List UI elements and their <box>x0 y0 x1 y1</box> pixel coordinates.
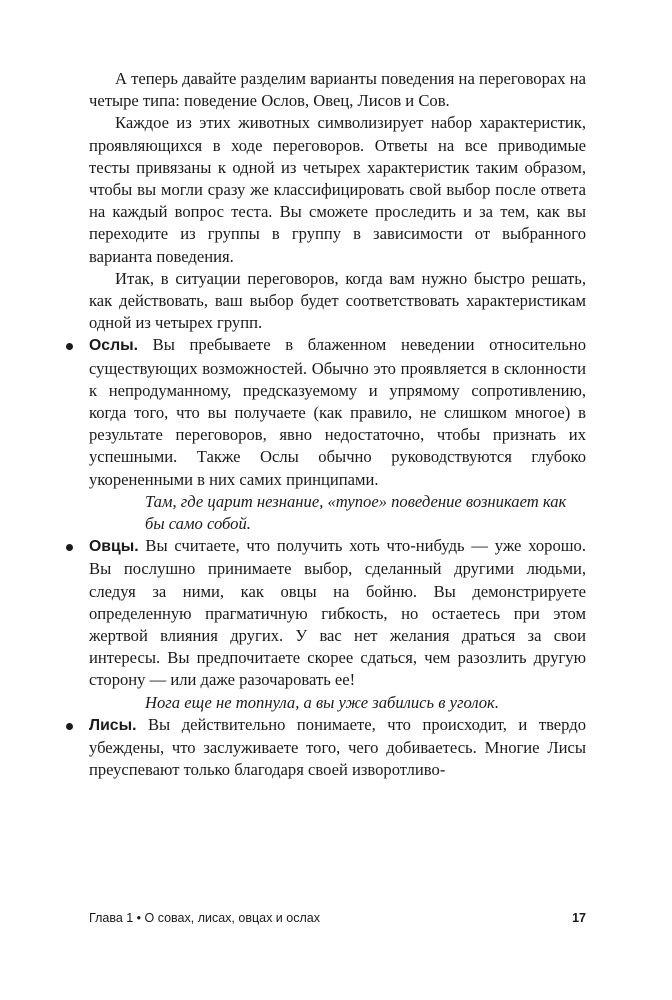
quote-sheep: Нога еще не топнула, а вы уже забились в уголок. <box>145 692 499 712</box>
bullet-foxes-text: Вы действительно понимаете, что происходит, и твердо убеждены, что заслуживаете того, чего добиваетесь. Многие Лисы преуспевают только благодаря своей изворотливо- <box>89 714 586 780</box>
paragraph-summary: Итак, в ситуации переговоров, когда вам нужно быстро решать, как действовать, ваш выбор будет соответствовать характеристикам одной из четырех групп. <box>89 268 586 333</box>
bullet-sheep-text: Вы считаете, что получить хоть что-нибудь — уже хорошо. Вы послушно принимаете выбор, сделанный другими людьми, следуя за ними, как овцы на бойню. Вы демонстрируете определенную прагматичную гибкость, но остаетесь при этом жертвой влияния других. У вас нет желания драться за свои интересы. Вы предпочитаете скорее сдаться, чем разозлить другую сторону — или даже разочаровать ее! <box>89 536 586 690</box>
paragraph-intro: А теперь давайте разделим варианты поведения на переговорах на четыре типа: поведение Ослов, Овец, Лисов и Сов. <box>89 69 586 111</box>
page-number: 17 <box>572 911 586 925</box>
bullet-icon <box>66 723 73 730</box>
paragraph-animals: Каждое из этих животных символизирует набор характеристик, проявляющихся в ходе переговоров. Ответы на все приводимые тесты привязаны к одной из четырех характеристик таким образом, чтобы вы могли сразу же классифицировать свой выбор после ответа на каждый вопрос теста. Вы сможете проследить и за тем, как вы переходите из группы в группу в зависимости от выбранного варианта поведения. <box>89 113 586 266</box>
bullet-icon <box>66 343 73 350</box>
term-sheep: Овцы. <box>89 538 139 556</box>
running-footer-chapter: Глава 1 • О совах, лисах, овцах и ослах <box>89 911 320 925</box>
quote-donkeys: Там, где царит незнание, «тупое» поведение возникает как бы само собой. <box>145 491 567 534</box>
bullet-foxes <box>89 714 586 782</box>
term-foxes: Лисы. <box>89 716 137 734</box>
bullet-donkeys-text: Вы пребываете в блаженном неведении относительно существующих возможностей. Обычно это проявляется в склонности к непродуманному, предсказуемому и упрямому сопротивлению, когда того, что вы получаете (как правило, не слишком многое) в результате переговоров, явно недостаточно, чтобы признать их успешными. Также Ослы обычно руководствуются глубоко укорененными в них самих принципами. <box>89 335 586 489</box>
term-donkeys: Ослы. <box>89 337 138 355</box>
bullet-sheep <box>89 535 586 691</box>
bullet-icon <box>66 544 73 551</box>
page-body <box>89 68 586 782</box>
bullet-donkeys <box>89 334 586 490</box>
